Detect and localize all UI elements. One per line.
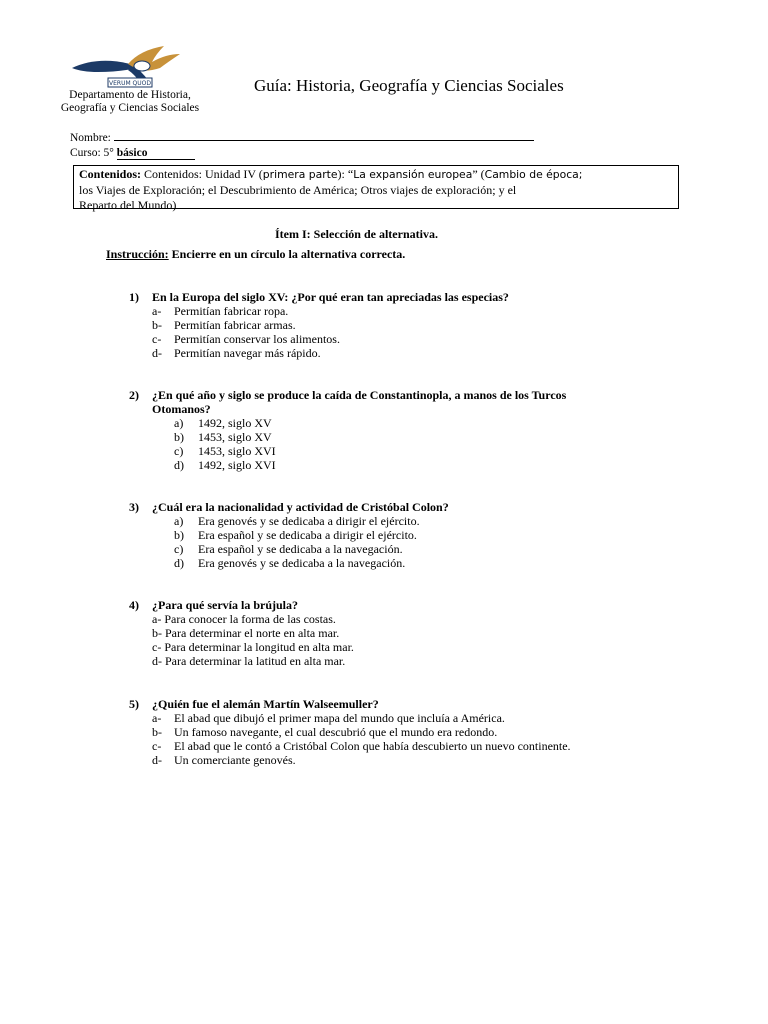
section-title: Ítem I: Selección de alternativa. bbox=[275, 227, 438, 241]
option[interactable]: b- Permitían fabricar armas. bbox=[152, 318, 296, 332]
option[interactable]: c- Permitían conservar los alimentos. bbox=[152, 332, 340, 346]
question-number: 2) bbox=[129, 388, 139, 402]
department-line-1: Departamento de Historia, bbox=[69, 89, 191, 101]
option[interactable]: c- Para determinar la longitud en alta mar. bbox=[152, 640, 354, 654]
option[interactable]: a- Para conocer la forma de las costas. bbox=[152, 612, 336, 626]
question-text: ¿Quién fue el alemán Martín Walseemuller? bbox=[152, 697, 379, 711]
department-line-2: Geografía y Ciencias Sociales bbox=[60, 102, 200, 114]
option[interactable]: b- Para determinar el norte en alta mar. bbox=[152, 626, 340, 640]
contents-label: Contenidos: bbox=[79, 167, 142, 181]
contents-box bbox=[73, 165, 679, 212]
option[interactable]: c) 1453, siglo XVI bbox=[174, 444, 276, 458]
contents-subtopic: Cambio de época; bbox=[484, 168, 583, 181]
course-field bbox=[70, 147, 195, 160]
name-field bbox=[70, 130, 534, 144]
question-text: ¿Cuál era la nacionalidad y actividad de Cristóbal Colon? bbox=[152, 500, 449, 514]
option[interactable]: d) 1492, siglo XVI bbox=[174, 458, 276, 472]
question-number: 3) bbox=[129, 500, 139, 514]
question-text-line-1: ¿En qué año y siglo se produce la caída de Constantinopla, a manos de los Turcos bbox=[152, 388, 567, 402]
instruction-text: Encierre en un círculo la alternativa correcta. bbox=[168, 247, 406, 261]
option[interactable]: c) Era español y se dedicaba a la navegación. bbox=[174, 542, 403, 556]
contents-line-2: los Viajes de Exploración; el Descubrimiento de América; Otros viajes de exploración; y el bbox=[79, 182, 517, 197]
department-name bbox=[40, 89, 220, 115]
option[interactable]: d- Un comerciante genovés. bbox=[152, 753, 296, 767]
contents-text: ” ( bbox=[472, 167, 485, 181]
contents-line-3: Reparto del Mundo) bbox=[79, 198, 177, 212]
option[interactable]: d) Era genovés y se dedicaba a la navegación. bbox=[174, 556, 406, 570]
contents-text: Contenidos: Unidad IV ( bbox=[144, 167, 263, 181]
course-label: Curso: 5° bbox=[70, 147, 114, 159]
instruction-label: Instrucción: bbox=[106, 247, 169, 261]
option[interactable]: a- El abad que dibujó el primer mapa del mundo que incluía a América. bbox=[152, 711, 505, 725]
option[interactable]: d- Para determinar la latitud en alta mar. bbox=[152, 654, 346, 668]
contents-part: primera parte bbox=[262, 168, 338, 181]
option[interactable]: a- Permitían fabricar ropa. bbox=[152, 304, 289, 318]
logo-motto: VERUM QUOD bbox=[109, 80, 151, 87]
question-number: 1) bbox=[129, 290, 139, 304]
question-number: 4) bbox=[129, 598, 139, 612]
course-value[interactable]: básico bbox=[117, 147, 195, 160]
contents-topic: La expansión europea bbox=[353, 168, 473, 181]
instruction bbox=[106, 247, 405, 262]
question-text: ¿Para qué servía la brújula? bbox=[152, 598, 298, 612]
option[interactable]: a) 1492, siglo XV bbox=[174, 416, 272, 430]
question-text: En la Europa del siglo XV: ¿Por qué eran tan apreciadas las especias? bbox=[152, 290, 509, 304]
school-logo bbox=[68, 42, 184, 92]
option[interactable]: d- Permitían navegar más rápido. bbox=[152, 346, 321, 360]
option[interactable]: a) Era genovés y se dedicaba a dirigir el ejército. bbox=[174, 514, 420, 528]
option[interactable]: c- El abad que le contó a Cristóbal Colon que había descubierto un nuevo continente. bbox=[152, 739, 571, 753]
option[interactable]: b) Era español y se dedicaba a dirigir el ejército. bbox=[174, 528, 417, 542]
name-input-line[interactable] bbox=[114, 130, 534, 141]
question-number: 5) bbox=[129, 697, 139, 711]
option[interactable]: b) 1453, siglo XV bbox=[174, 430, 272, 444]
question-text-line-2: Otomanos? bbox=[152, 402, 211, 416]
contents-line-1 bbox=[79, 167, 673, 183]
contents-text: ): “ bbox=[337, 167, 354, 181]
name-label: Nombre: bbox=[70, 132, 111, 144]
option[interactable]: b- Un famoso navegante, el cual descubrió que el mundo era redondo. bbox=[152, 725, 498, 739]
page-title: Guía: Historia, Geografía y Ciencias Sociales bbox=[254, 76, 564, 95]
